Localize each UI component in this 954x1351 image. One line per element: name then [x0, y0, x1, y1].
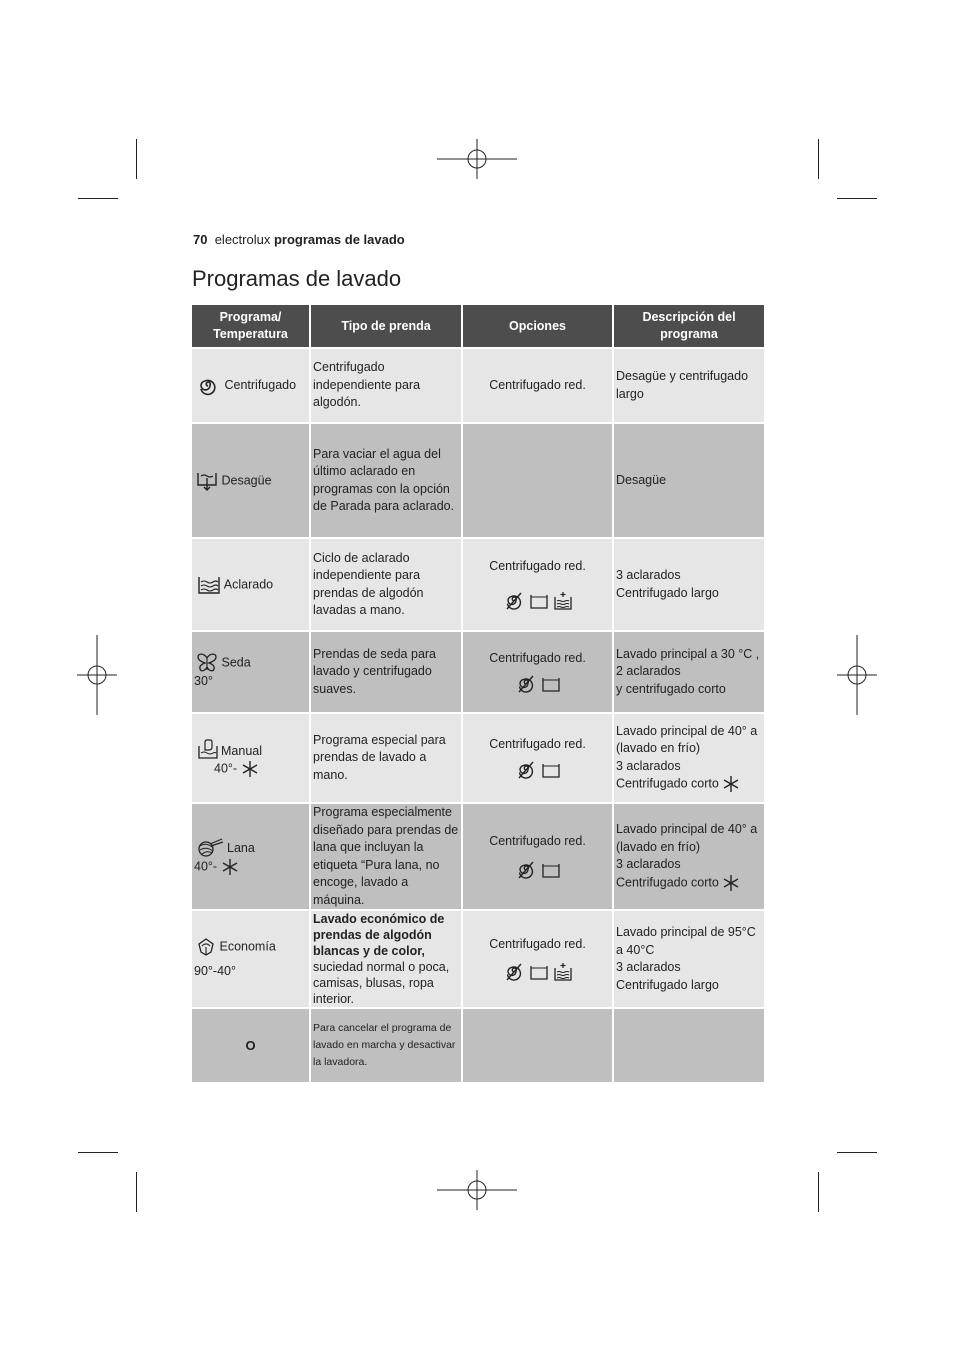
table-row: [191, 803, 765, 910]
crop-mark: [837, 198, 877, 199]
handwash-icon: [197, 738, 219, 760]
options-text: Centrifugado red.: [489, 558, 586, 573]
silk-icon: [196, 653, 218, 673]
crop-mark: [818, 139, 819, 179]
garment-cell: Para cancelar el programa de lavado en marcha y desactivar la lavadora.: [310, 1008, 462, 1083]
garment-cell: Centrifugado independiente para algodón.: [310, 348, 462, 423]
table-row: [191, 713, 765, 803]
column-header: Programa/ Temperatura: [191, 304, 310, 348]
no-spin-icon: [516, 860, 536, 880]
brand-name: electrolux: [214, 232, 271, 247]
description-line: 3 aclarados: [616, 960, 681, 974]
program-cell: [191, 423, 310, 538]
description-cell: [613, 631, 765, 713]
page-header: [193, 232, 405, 247]
program-temperature: 40°-: [194, 858, 218, 873]
description-cell: [613, 348, 765, 423]
description-line: 2 aclarados: [616, 664, 681, 679]
crop-mark: [818, 1172, 819, 1212]
garment-cell: Programa especialmente diseñado para prendas de lana que incluyan la etiqueta “Pura lana, no encoge, lavado a máquina.: [310, 803, 462, 910]
column-header: Descripción del programa: [613, 304, 765, 348]
description-line: Centrifugado largo: [616, 977, 719, 992]
description-cell: [613, 538, 765, 631]
options-text: Centrifugado red.: [489, 834, 586, 849]
description-line: y centrifugado corto: [616, 681, 726, 696]
rinse-icon: [197, 575, 221, 595]
garment-bold-text: Lavado económico de prendas de algodón blancas y de color,: [313, 912, 445, 958]
table-row: [191, 423, 765, 538]
options-cell: [462, 713, 613, 803]
options-cell: [462, 538, 613, 631]
description-line: Lavado principal de 95°C a 40°C: [616, 925, 756, 957]
description-line: Lavado principal de 40° a (lavado en frío): [616, 822, 758, 854]
rinse-hold-icon: [542, 862, 560, 878]
column-header: Opciones: [462, 304, 613, 348]
registration-mark-icon: [437, 1170, 517, 1210]
description-cell: [613, 713, 765, 803]
crop-mark: [136, 139, 137, 179]
crop-mark: [78, 1152, 118, 1153]
spin-icon: [197, 375, 219, 397]
options-cell: [462, 910, 613, 1008]
options-text: Centrifugado red.: [489, 651, 586, 666]
programs-table: [190, 303, 766, 1084]
table-row: [191, 348, 765, 423]
economy-icon: [196, 937, 216, 957]
cold-wash-icon: [241, 760, 259, 778]
garment-cell: [310, 910, 462, 1008]
rinse-hold-icon: [530, 964, 548, 980]
options-text: Centrifugado red.: [489, 737, 586, 752]
description-cell: [613, 423, 765, 538]
description-line: Lavado principal a 30 °C ,: [616, 646, 760, 661]
options-cell: [462, 348, 613, 423]
program-cell: [191, 1008, 310, 1083]
table-row: [191, 1008, 765, 1083]
program-name: Centrifugado: [224, 377, 297, 392]
options-cell: [462, 803, 613, 910]
rinse-hold-icon: [542, 762, 560, 778]
description-line: Desagüe y centrifugado largo: [616, 369, 749, 401]
description-line: 3 aclarados: [616, 568, 681, 582]
description-line: Lavado principal de 40° a (lavado en frío): [616, 723, 758, 756]
description-line: Centrifugado corto: [616, 875, 719, 890]
crop-mark: [78, 198, 118, 199]
program-name: Economía: [219, 939, 276, 954]
table-row: [191, 910, 765, 1008]
program-temperature: 30°: [194, 674, 213, 689]
drain-icon: [196, 470, 218, 492]
program-name: Manual: [221, 743, 262, 758]
column-header: Tipo de prenda: [310, 304, 462, 348]
description-cell: [613, 803, 765, 910]
extra-rinse-icon: [554, 963, 572, 981]
options-text: Centrifugado red.: [489, 937, 586, 952]
program-cell: [191, 631, 310, 713]
garment-cell: Prendas de seda para lavado y centrifugado suaves.: [310, 631, 462, 713]
description-line: Centrifugado largo: [616, 585, 719, 600]
section-name: programas de lavado: [273, 232, 405, 247]
registration-mark-icon: [437, 139, 517, 179]
garment-cell: Programa especial para prendas de lavado a mano.: [310, 713, 462, 803]
program-cell: [191, 910, 310, 1008]
registration-mark-icon: [77, 635, 117, 715]
description-cell: [613, 910, 765, 1008]
rinse-hold-icon: [530, 593, 548, 609]
table-row: [191, 538, 765, 631]
description-line: Centrifugado corto: [616, 776, 719, 791]
program-name: Seda: [221, 655, 251, 670]
description-line: 3 aclarados: [616, 857, 681, 872]
program-name: Aclarado: [223, 576, 274, 591]
no-spin-icon: [516, 760, 536, 780]
cold-wash-icon: [722, 775, 740, 793]
program-name: Lana: [227, 841, 255, 855]
options-cell: [462, 423, 613, 538]
page-title: Programas de lavado: [192, 266, 402, 291]
no-spin-icon: [516, 674, 536, 694]
garment-cell: Para vaciar el agua del último aclarado en programas con la opción de Parada para aclarado.: [310, 423, 462, 538]
program-cell: [191, 538, 310, 631]
program-cell: [191, 348, 310, 423]
program-cell: [191, 803, 310, 910]
program-temperature: 40°-: [214, 761, 238, 776]
crop-mark: [136, 1172, 137, 1212]
garment-cell: Ciclo de aclarado independiente para prendas de algodón lavadas a mano.: [310, 538, 462, 631]
options-cell: [462, 1008, 613, 1083]
program-cell: [191, 713, 310, 803]
program-name: Desagüe: [221, 472, 272, 487]
description-line: 3 aclarados: [616, 758, 681, 773]
table-row: [191, 631, 765, 713]
options-cell: [462, 631, 613, 713]
off-position-label: O: [245, 1037, 256, 1053]
no-spin-icon: [504, 962, 524, 982]
options-text: Centrifugado red.: [489, 377, 586, 392]
program-temperature: 90°-40°: [194, 964, 236, 979]
extra-rinse-icon: [554, 592, 572, 610]
rinse-hold-icon: [542, 676, 560, 692]
cold-wash-icon: [221, 858, 239, 876]
wool-icon: [196, 838, 224, 858]
garment-text: suciedad normal o poca, camisas, blusas, ropa interior.: [313, 960, 450, 1006]
description-line: Desagüe: [616, 472, 667, 487]
page-number: 70: [193, 232, 208, 247]
cold-wash-icon: [722, 874, 740, 892]
description-cell: [613, 1008, 765, 1083]
no-spin-icon: [504, 591, 524, 611]
registration-mark-icon: [837, 635, 877, 715]
crop-mark: [837, 1152, 877, 1153]
